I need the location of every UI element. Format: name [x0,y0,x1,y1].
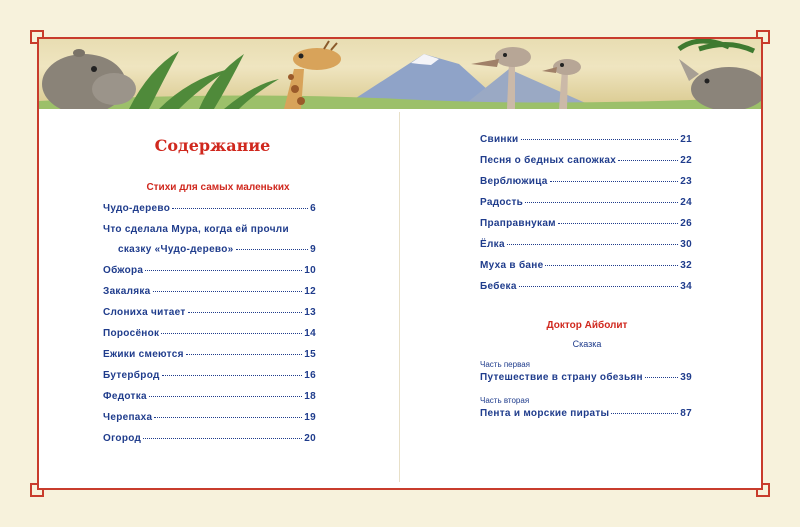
toc-entry[interactable] [103,349,316,363]
toc-entry[interactable] [103,307,316,321]
toc-entry[interactable] [118,244,316,258]
toc-entry[interactable] [480,197,692,211]
toc-entry-title: Огород [103,433,142,444]
toc-entry[interactable] [480,408,692,422]
toc-entry[interactable] [103,370,316,384]
part-label: Часть вторая [480,396,530,405]
toc-entry-page: 10 [304,265,316,276]
toc-leader [611,413,678,414]
toc-leader [525,202,678,203]
toc-leader [519,286,679,287]
toc-entry[interactable] [103,412,316,426]
toc-entry-page: 18 [304,391,316,402]
toc-entry[interactable] [103,286,316,300]
toc-leader [618,160,678,161]
toc-entry-title: Слониха читает [103,307,186,318]
toc-entry-page: 34 [680,281,692,292]
toc-entry[interactable] [103,265,316,279]
toc-entry-page: 21 [680,134,692,145]
toc-leader [558,223,678,224]
toc-entry-page: 9 [310,244,316,255]
toc-entry-title: Ёлка [480,239,505,250]
toc-entry[interactable] [103,433,316,447]
toc-leader [162,375,303,376]
toc-entry-title: Федотка [103,391,147,402]
toc-entry-title: Муха в бане [480,260,544,271]
toc-entry-page: 24 [680,197,692,208]
toc-leader [149,396,302,397]
toc-entry-title: Пента и морские пираты [480,408,610,419]
section-heading-aibolit: Доктор Айболит [546,320,628,331]
part-label: Часть первая [480,360,531,369]
toc-entry-page: 12 [304,286,316,297]
section-subheading: Сказка [572,339,602,349]
toc-entry-title: Верблюжица [480,176,548,187]
toc-entry[interactable] [480,372,692,386]
hippo-drawing [42,49,136,109]
toc-entry[interactable] [103,203,316,217]
toc-entry[interactable] [480,134,692,148]
toc-entry-title: Чудо-дерево [103,203,171,214]
toc-leader [154,417,302,418]
toc-leader [550,181,679,182]
toc-entry-title: Радость [480,197,524,208]
animal-banner-illustration [39,39,761,109]
toc-leader [145,270,302,271]
toc-leader [143,438,302,439]
toc-entry-page: 30 [680,239,692,250]
toc-leader [161,333,302,334]
toc-entry[interactable] [103,224,316,238]
toc-entry-page: 22 [680,155,692,166]
toc-entry-title: Черепаха [103,412,153,423]
page-spine [399,112,400,482]
toc-entry[interactable] [480,281,692,295]
toc-entry-page: 13 [304,307,316,318]
toc-leader [236,249,309,250]
toc-leader [153,291,303,292]
toc-entry[interactable] [103,328,316,342]
toc-entry[interactable] [480,218,692,232]
toc-entry-page: 32 [680,260,692,271]
toc-entry-page: 26 [680,218,692,229]
toc-entry[interactable] [480,176,692,190]
toc-entry-page: 19 [304,412,316,423]
toc-entry[interactable] [480,155,692,169]
toc-leader [645,377,678,378]
toc-entry-page: 87 [680,408,692,419]
toc-entry[interactable] [480,260,692,274]
toc-leader [545,265,678,266]
toc-entry-title: Что сделала Мура, когда ей прочли [103,224,289,235]
toc-leader [186,354,303,355]
toc-entry-page: 14 [304,328,316,339]
toc-entry[interactable] [103,391,316,405]
toc-entry-title: Свинки [480,134,519,145]
rhino-drawing [679,41,761,109]
toc-entry-title: Праправнукам [480,218,556,229]
toc-entry-page: 6 [310,203,316,214]
toc-entry-title: Закаляка [103,286,151,297]
toc-leader [521,139,679,140]
toc-entry-title: сказку «Чудо-дерево» [118,244,234,255]
toc-entry-page: 23 [680,176,692,187]
toc-entry-page: 15 [304,349,316,360]
toc-entry-page: 16 [304,370,316,381]
section-heading-small-children: Стихи для самых маленьких [146,182,290,193]
toc-entry-title: Обжора [103,265,144,276]
toc-leader [172,208,308,209]
toc-entry-page: 39 [680,372,692,383]
toc-entry-title: Путешествие в страну обезьян [480,372,643,383]
toc-leader [507,244,678,245]
toc-entry-title: Поросёнок [103,328,160,339]
toc-entry-title: Песня о бедных сапожках [480,155,617,166]
toc-leader [188,312,303,313]
toc-entry-title: Ежики смеются [103,349,184,360]
page-title: Содержание [154,136,271,155]
toc-entry[interactable] [480,239,692,253]
toc-entry-page: 20 [304,433,316,444]
toc-entry-title: Бебека [480,281,517,292]
toc-entry-title: Бутерброд [103,370,160,381]
